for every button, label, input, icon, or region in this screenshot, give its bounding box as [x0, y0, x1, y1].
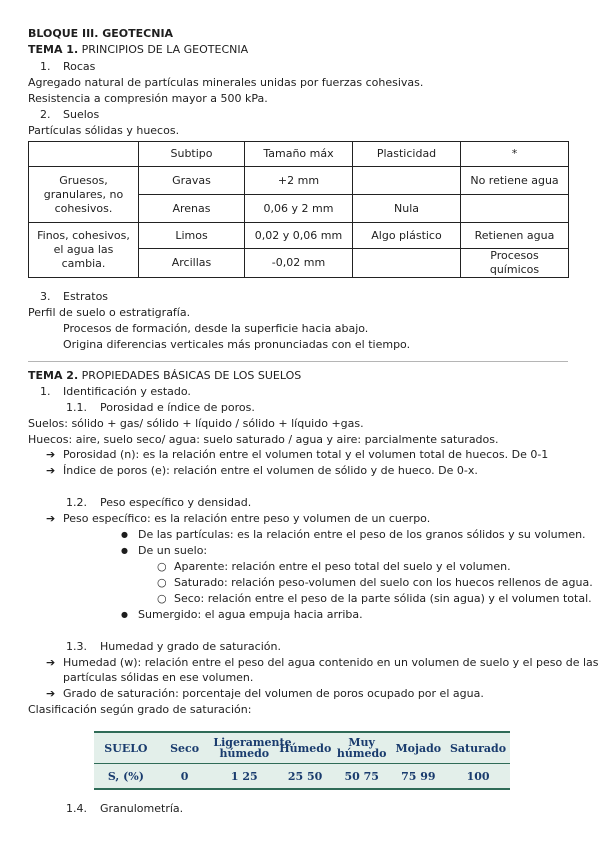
- table-cell: 0,02 y 0,06 mm: [245, 223, 353, 249]
- sat-value-cell: 75 99: [401, 769, 436, 783]
- sat-header-cell: Muy húmedo: [333, 732, 391, 764]
- table-cell: Retienen agua: [461, 223, 569, 249]
- table-cell: 0,06 y 2 mm: [245, 195, 353, 223]
- table-cell: Arcillas: [139, 249, 245, 278]
- table-cell: Gravas: [139, 167, 245, 195]
- grado-line: Grado de saturación: porcentaje del volumen de poros ocupado por el agua.: [63, 687, 484, 700]
- circle-bullet-icon: ○: [157, 592, 167, 605]
- table-cell: [461, 195, 569, 223]
- table-header-row: [29, 142, 569, 167]
- suelos-num: 2.: [40, 108, 51, 121]
- arrow-icon: ➔: [46, 687, 56, 700]
- huecos-line: Huecos: aire, suelo seco/ agua: suelo saturado / agua y aire: parcialmente saturados.: [28, 433, 499, 446]
- sat-header-cell: Seco: [158, 732, 212, 764]
- s11-title: Porosidad e índice de poros.: [100, 401, 255, 414]
- estratos-p3: Origina diferencias verticales más pronunciadas con el tiempo.: [63, 338, 411, 351]
- s1-num: 1.: [40, 385, 51, 398]
- porosidad-line: Porosidad (n): es la relación entre el volumen total y el volumen total de huecos. De 0-1: [63, 448, 549, 461]
- humedad-line-1: Humedad (w): relación entre el peso del agua contenido en un volumen de suelo y el peso de las: [63, 656, 599, 669]
- sumergido-line: Sumergido: el agua empuja hacia arriba.: [138, 608, 363, 621]
- tema1-title: PRINCIPIOS DE LA GEOTECNIA: [81, 43, 249, 56]
- s13-title: Humedad y grado de saturación.: [100, 640, 281, 653]
- sat-header-cell: SUELO: [94, 732, 158, 764]
- estratos-title: Estratos: [63, 290, 109, 303]
- tema1-label: TEMA 1.: [28, 43, 79, 56]
- s14-num: 1.4.: [66, 802, 87, 815]
- block-title: BLOQUE III. GEOTECNIA: [28, 27, 174, 40]
- header-cell: Subtipo: [139, 142, 245, 167]
- saturado-line: Saturado: relación peso-volumen del suelo con los huecos rellenos de agua.: [174, 576, 593, 589]
- rocas-p1: Agregado natural de partículas minerales unidas por fuerzas cohesivas.: [28, 76, 424, 89]
- table-cell: [353, 249, 461, 278]
- s13-num: 1.3.: [66, 640, 87, 653]
- arrow-icon: ➔: [46, 464, 56, 477]
- table-cell: Nula: [353, 195, 461, 223]
- bullet-icon: ●: [121, 610, 128, 619]
- rocas-title: Rocas: [63, 60, 96, 73]
- tema2-label: TEMA 2.: [28, 369, 79, 382]
- table-cell: Procesos químicos: [461, 249, 569, 278]
- bullet-icon: ●: [121, 530, 128, 539]
- saturation-table: [94, 731, 510, 790]
- header-cell: Plasticidad: [353, 142, 461, 167]
- sat-value-cell: 1 25: [230, 769, 258, 783]
- sat-value-cell: 100: [466, 769, 490, 783]
- tema2-title: PROPIEDADES BÁSICAS DE LOS SUELOS: [81, 369, 302, 382]
- aparente-line: Aparente: relación entre el peso total del suelo y el volumen.: [174, 560, 511, 573]
- bullet-icon: ●: [121, 546, 128, 555]
- sat-value-cell: 0: [180, 769, 189, 783]
- sat-header-cell: Mojado: [391, 732, 447, 764]
- s12-num: 1.2.: [66, 496, 87, 509]
- arrow-icon: ➔: [46, 448, 56, 461]
- estratos-num: 3.: [40, 290, 51, 303]
- arrow-icon: ➔: [46, 512, 56, 525]
- sat-value-cell: 50 75: [344, 769, 379, 783]
- rocas-num: 1.: [40, 60, 51, 73]
- estratos-p2: Procesos de formación, desde la superficie hacia abajo.: [63, 322, 369, 335]
- section-divider: [28, 361, 568, 362]
- table-cell: +2 mm: [245, 167, 353, 195]
- suelos-line: Suelos: sólido + gas/ sólido + líquido / sólido + líquido +gas.: [28, 417, 364, 430]
- tema2-heading: [28, 369, 301, 383]
- sat-header-cell: Saturado: [446, 732, 510, 764]
- header-cell: [29, 142, 139, 167]
- s11-num: 1.1.: [66, 401, 87, 414]
- soil-types-table: [28, 141, 569, 278]
- table-cell: Arenas: [139, 195, 245, 223]
- peso-line: Peso específico: es la relación entre peso y volumen de un cuerpo.: [63, 512, 431, 525]
- tema1-heading: [28, 43, 248, 57]
- suelos-title: Suelos: [63, 108, 100, 121]
- table-row: [29, 167, 569, 195]
- table-cell: Limos: [139, 223, 245, 249]
- sat-header-row: [94, 732, 510, 764]
- clasificacion-line: Clasificación según grado de saturación:: [28, 703, 252, 716]
- table-cell: [353, 167, 461, 195]
- s1-title: Identificación y estado.: [63, 385, 191, 398]
- seco-line: Seco: relación entre el peso de la parte sólida (sin agua) y el volumen total.: [174, 592, 592, 605]
- peso-suelo-line: De un suelo:: [138, 544, 208, 557]
- rocas-p2: Resistencia a compresión mayor a 500 kPa.: [28, 92, 268, 105]
- header-cell: *: [461, 142, 569, 167]
- sat-value-cell: 25 50: [287, 769, 323, 783]
- sat-header-cell: Húmedo: [277, 732, 333, 764]
- humedad-line-2: partículas sólidas en ese volumen.: [63, 671, 254, 684]
- sat-value-cell: S, (%): [107, 769, 144, 783]
- group-cell: Gruesos, granulares, no cohesivos.: [29, 167, 139, 223]
- estratos-p1: Perfil de suelo o estratigrafía.: [28, 306, 191, 319]
- header-cell: Tamaño máx: [245, 142, 353, 167]
- table-row: [29, 223, 569, 249]
- arrow-icon: ➔: [46, 656, 56, 669]
- sat-header-cell: Ligeramente húmedo: [211, 732, 277, 764]
- circle-bullet-icon: ○: [157, 576, 167, 589]
- s12-title: Peso específico y densidad.: [100, 496, 252, 509]
- s14-title: Granulometría.: [100, 802, 184, 815]
- table-cell: Algo plástico: [353, 223, 461, 249]
- group-cell: Finos, cohesivos, el agua las cambia.: [29, 223, 139, 278]
- table-cell: No retiene agua: [461, 167, 569, 195]
- peso-particulas-line: De las partículas: es la relación entre el peso de los granos sólidos y su volumen.: [138, 528, 586, 541]
- indice-line: Índice de poros (e): relación entre el volumen de sólido y de hueco. De 0-x.: [63, 464, 478, 477]
- suelos-p1: Partículas sólidas y huecos.: [28, 124, 180, 137]
- circle-bullet-icon: ○: [157, 560, 167, 573]
- table-cell: -0,02 mm: [245, 249, 353, 278]
- sat-value-row: [94, 764, 510, 790]
